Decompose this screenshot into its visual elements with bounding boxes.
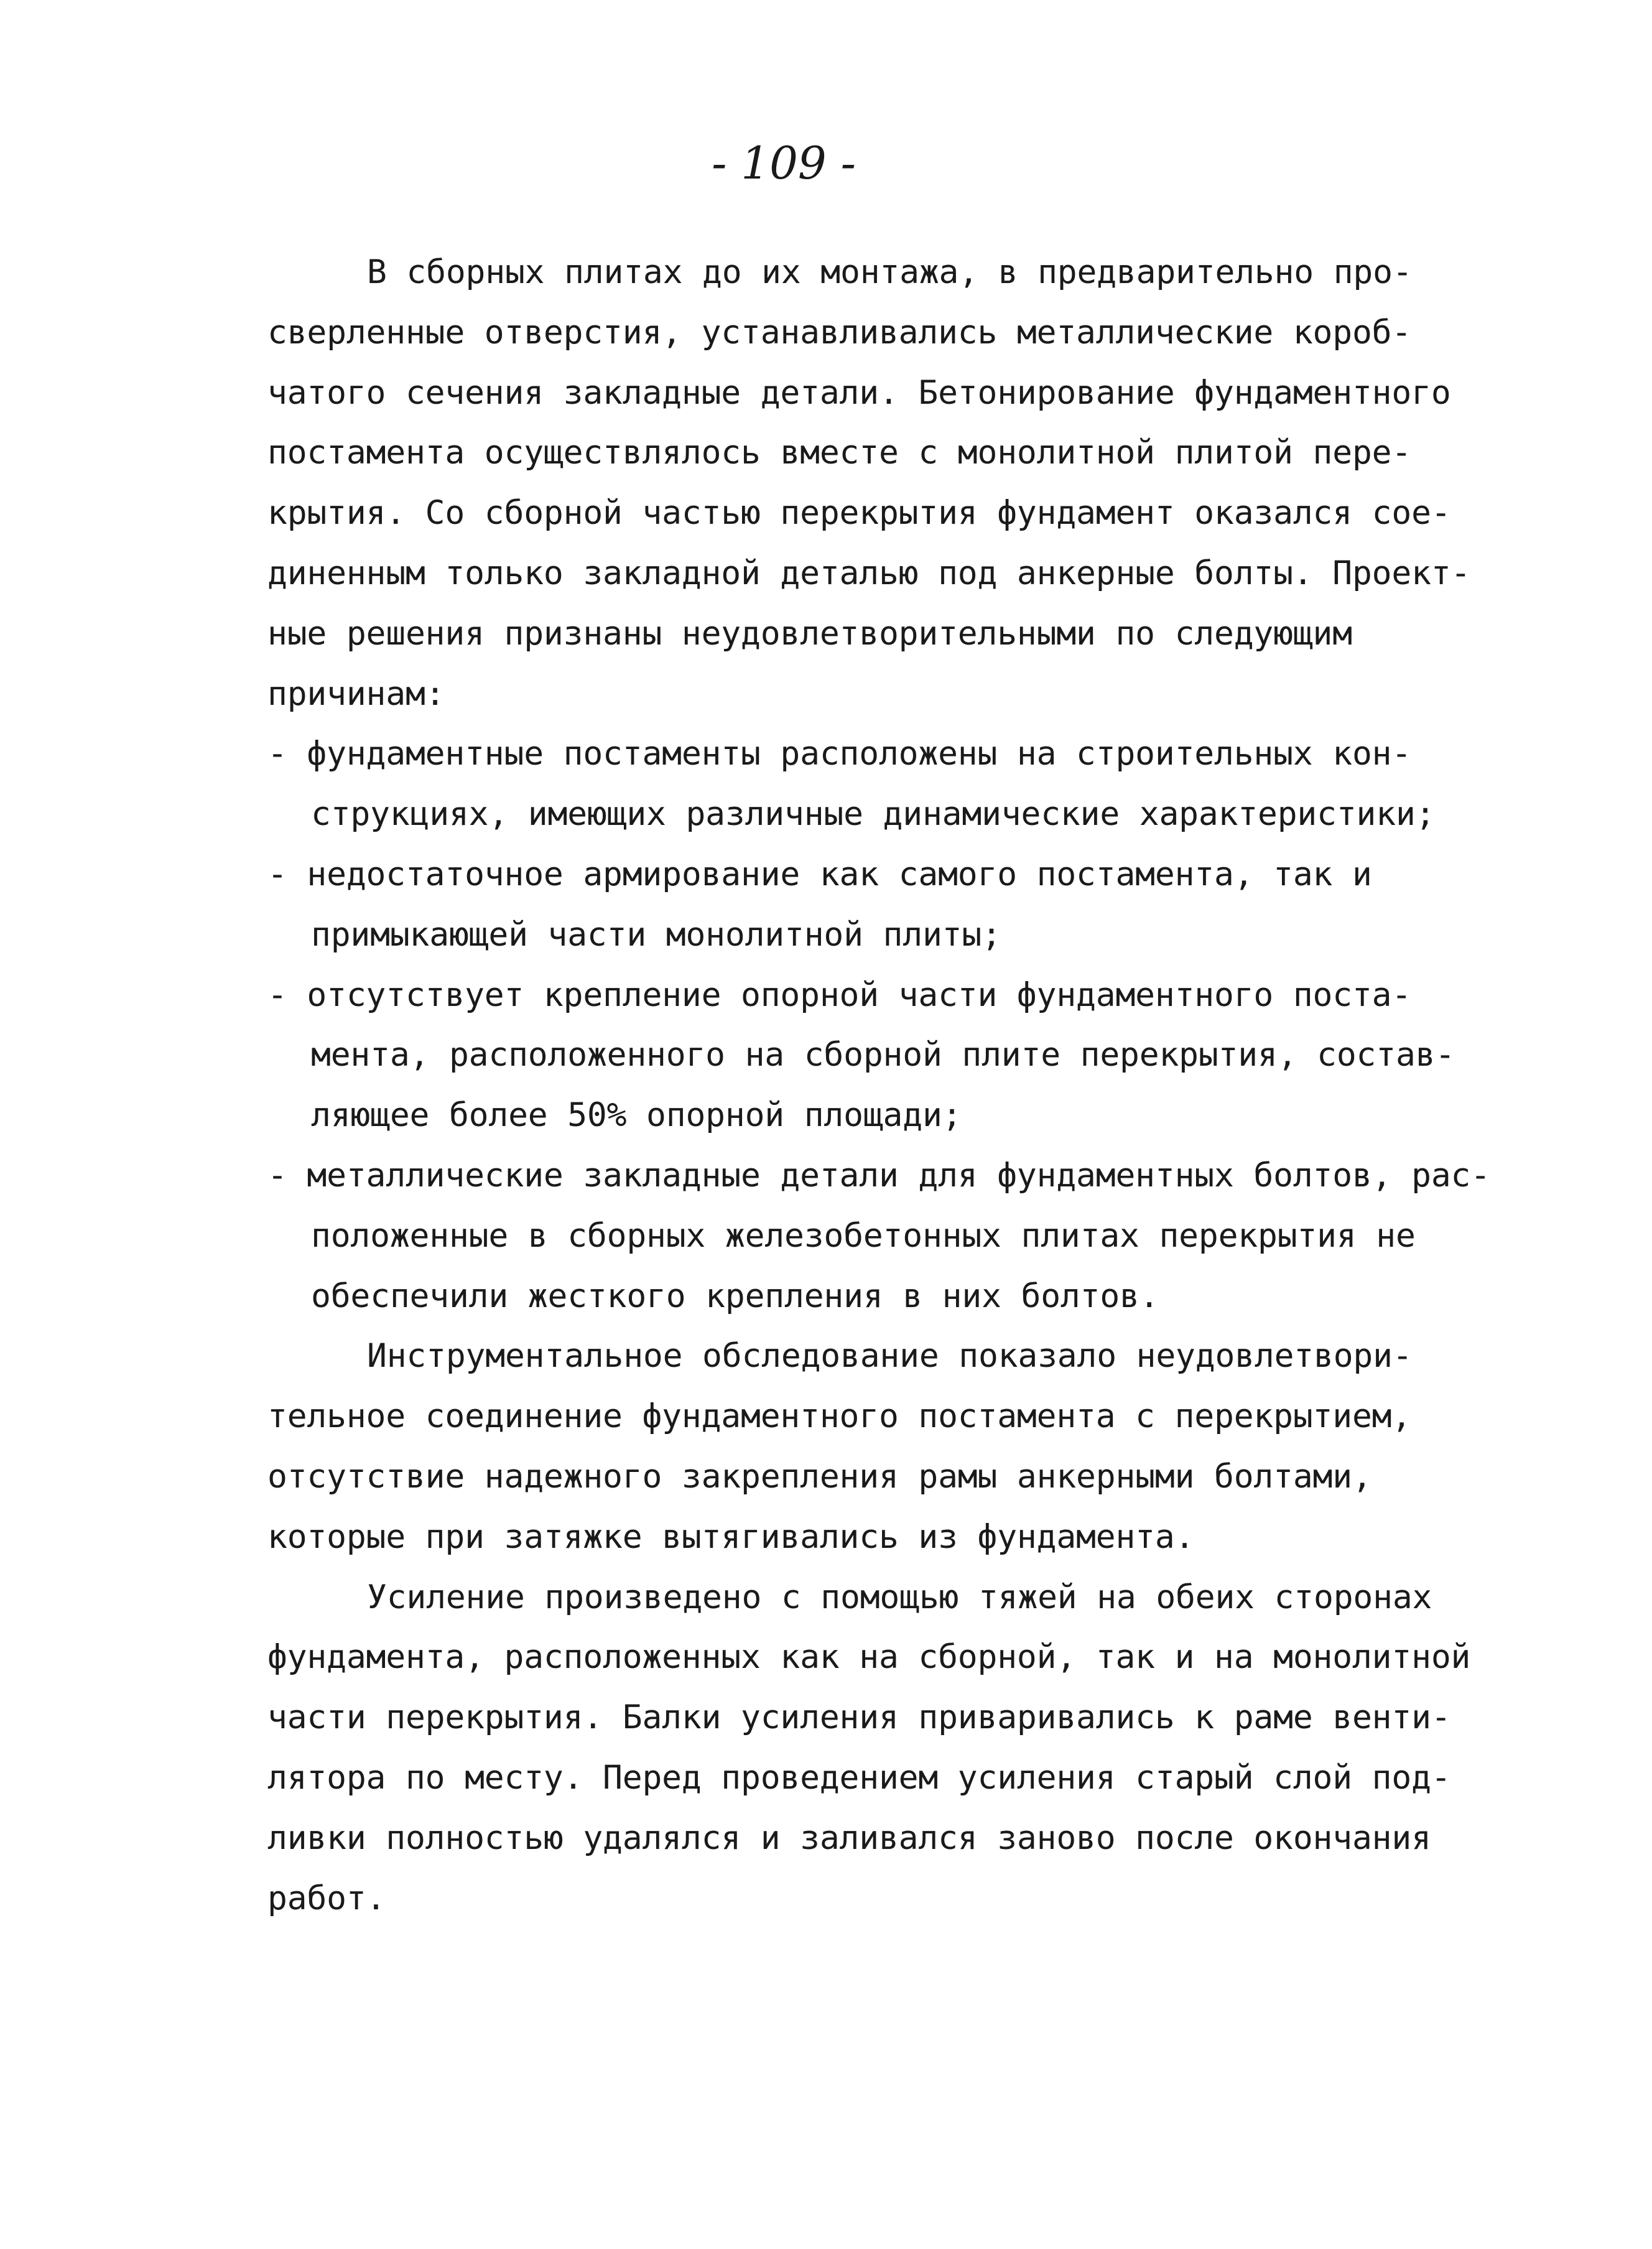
text-line: Инструментальное обследование показало неудовлетвори- (367, 1337, 1413, 1376)
list-item-line: примыкающей части монолитной плиты; (311, 915, 1001, 954)
text-line: чатого сечения закладные детали. Бетонирование фундаментного (267, 373, 1451, 412)
list-item-line: мента, расположенного на сборной плите перекрытия, состав- (311, 1036, 1455, 1074)
body-text (267, 243, 1499, 1929)
text-line: крытия. Со сборной частью перекрытия фундамент оказался сое- (267, 494, 1451, 533)
text-line: работ. (267, 1879, 386, 1917)
list-item-line: струкциях, имеющих различные динамические характеристики; (311, 795, 1436, 834)
text-line: причинам: (267, 674, 445, 713)
list-item-line: - недостаточное армирование как самого постамента, так и (267, 855, 1372, 893)
text-line: ливки полностью удалялся и заливался заново после окончания (267, 1818, 1431, 1857)
text-line: постамента осуществлялось вместе с монолитной плитой пере- (267, 434, 1412, 472)
text-line: тельное соединение фундаментного постамента с перекрытием, (267, 1397, 1412, 1436)
text-line: отсутствие надежного закрепления рамы анкерными болтами, (267, 1457, 1372, 1496)
list-item-line: - фундаментные постаменты расположены на строительных кон- (267, 735, 1412, 773)
text-line: сверленные отверстия, устанавливались металлические короб- (267, 313, 1412, 352)
list-item-line: положенные в сборных железобетонных плитах перекрытия не (311, 1216, 1416, 1255)
text-line: лятора по месту. Перед проведением усиления старый слой под- (267, 1758, 1451, 1797)
text-line: которые при затяжке вытягивались из фундамента. (267, 1517, 1195, 1556)
text-line: части перекрытия. Балки усиления приваривались к раме венти- (267, 1698, 1451, 1737)
text-line: Усиление произведено с помощью тяжей на обеих сторонах (367, 1578, 1432, 1616)
text-line: ные решения признаны неудовлетворительными по следующим (267, 614, 1352, 653)
text-line: диненным только закладной деталью под анкерные болты. Проект- (267, 554, 1471, 592)
list-item-line: - металлические закладные детали для фундаментных болтов, рас- (267, 1156, 1490, 1194)
page-number: - 109 - (712, 137, 856, 189)
text-line: фундамента, расположенных как на сборной, так и на монолитной (267, 1638, 1471, 1677)
list-item-line: - отсутствует крепление опорной части фундаментного поста- (267, 975, 1412, 1014)
list-item-line: ляющее более 50% опорной площади; (311, 1096, 962, 1135)
text-line: В сборных плитах до их монтажа, в предварительно про- (367, 253, 1413, 291)
list-item-line: обеспечили жесткого крепления в них болтов. (311, 1277, 1159, 1315)
